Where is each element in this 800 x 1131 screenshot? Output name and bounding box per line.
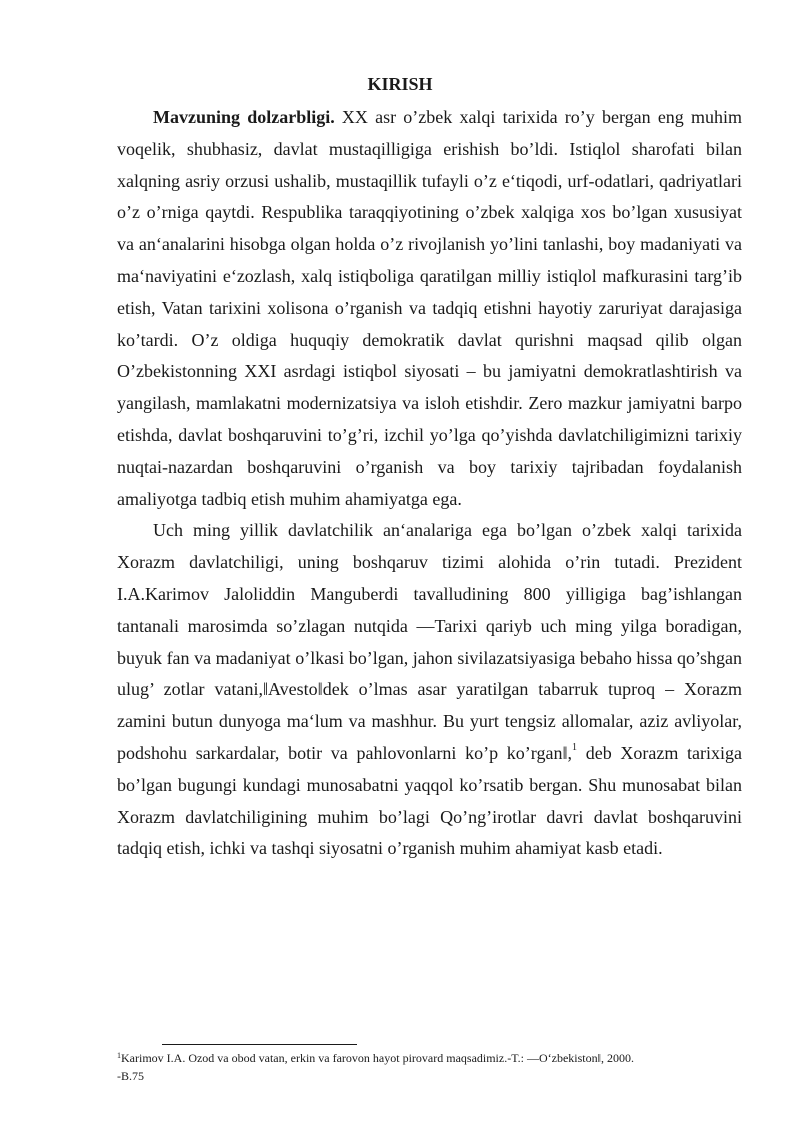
- footnote-mark: 1: [117, 1051, 121, 1060]
- paragraph-text: deb Xorazm tarixiga bo’lgan bugungi kundagi munosabatni yaqqol ko’rsatib bergan. Shu munosabat bilan Xorazm davlatchiligining muhim bo’lagi Qo’ng’irotlar davri davlat boshqaruvini tadqiq etish, ichki va tashqi siyosatni o’rganish muhim ahamiyat kasb etadi.: [117, 742, 743, 859]
- footnote-text: Karimov I.A. Ozod va obod vatan, erkin va farovon hayot pirovard maqsadimiz.-T.: ―O‘zbekiston‖, 2000.: [121, 1051, 635, 1065]
- paragraph-khorezm: [117, 515, 742, 865]
- paragraph-text: XX asr o’zbek xalqi tarixida ro’y bergan eng muhim voqelik, shubhasiz, davlat mustaqilligiga erishish bo’ldi. Istiqlol sharofati bilan xalqning asriy orzusi ushalib, mustaqillik tufayli o’z e‘tiqodi, urf-odatlari, qadriyatlari o’z o’rniga qaytdi. Respublika taraqqiyotining o’zbek xalqiga xos bo’lgan xususiyat va an‘analarini hisobga olgan holda o’z rivojlanish yo’lini tanlashi, boy madaniyati va ma‘naviyatini e‘zozlash, xalq istiqboliga qaratilgan milliy istiqlol mafkurasini targ’ib etish, Vatan tarixini xolisona o’rganish va tadqiq etishni hayotiy zaruriyat darajasiga ko’tardi. O’z oldiga huquqiy demokratik davlat qurishni maqsad qilib olgan O’zbekistonning XXI asrdagi istiqbol siyosati – bu jamiyatni demokratlashtirish va yangilash, mamlakatni modernizatsiya va isloh etishdir. Zero mazkur jamiyatni barpo etishda, davlat boshqaruvini to’g’ri, izchil yo’lga qo’yishda davlatchiligimizni tarixiy nuqtai-nazardan boshqaruvini o’rganish va boy tarixiy tajribadan foydalanish amaliyotga tadbiq etish muhim ahamiyatga ega.: [117, 107, 743, 509]
- page-title: KIRISH: [367, 74, 433, 94]
- paragraph-text: Uch ming yillik davlatchilik an‘analariga ega bo’lgan o’zbek xalqi tarixida Xorazm davlatchiligi, uning boshqaruv tizimi alohida o’rin tutadi. Prezident I.A.Karimov Jaloliddin Manguberdi tavalludining 800 yilligiga bag’ishlangan tantanali marosimda so’zlagan nutqida ―Tarixi qariyb uch ming yilga boradigan, buyuk fan va madaniyat o’lkasi bo’lgan, jahon sivilazatsiyasiga bebaho hissa qo’shgan ulug’ zotlar vatani,‖Avesto‖dek o’lmas asar yaratilgan tabarruk tuproq – Xorazm zamini butun dunyoga ma‘lum va mashhur. Bu yurt tengsiz allomalar, aziz avliyolar, podshohu sarkardalar, botir va pahlovonlarni ko’p ko’rgan‖,: [117, 520, 742, 763]
- paragraph-relevance: [117, 102, 742, 515]
- body-text: [117, 102, 742, 865]
- footnote: [117, 1050, 742, 1084]
- footnote-line: [117, 1050, 742, 1068]
- footnote-line: -B.75: [117, 1069, 144, 1083]
- paragraph-lead: Mavzuning dolzarbligi.: [153, 107, 335, 127]
- footnote-reference[interactable]: 1: [572, 741, 578, 753]
- footnote-divider: [162, 1044, 357, 1045]
